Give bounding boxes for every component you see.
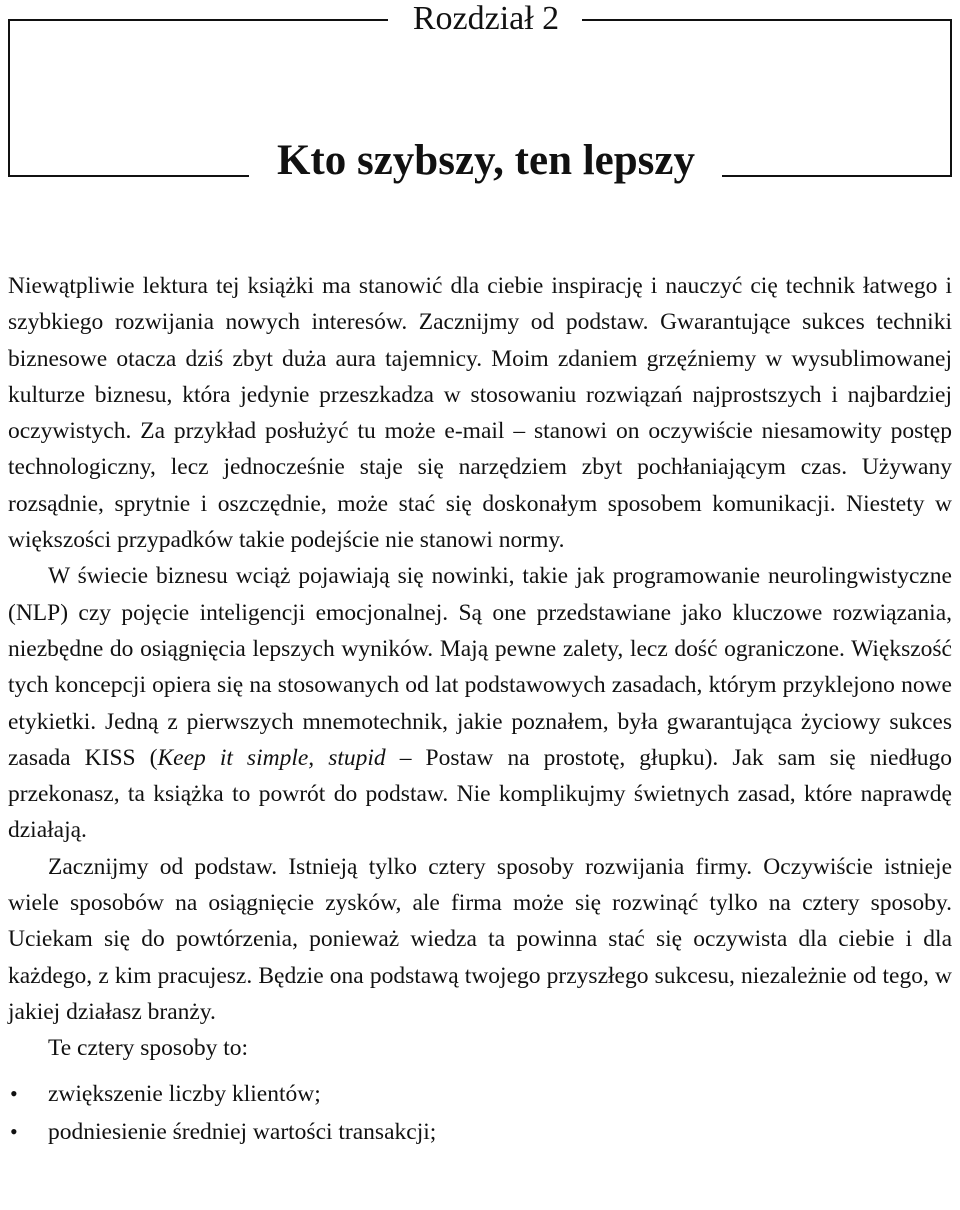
paragraph-2-text-after: – Postaw na prostotę, głupku). Jak sam się niedługo przekonasz, ta książka to powrót do podstaw. Nie komplikujmy świetnych zasad, które naprawdę działają. bbox=[8, 744, 952, 844]
frame-left-rule bbox=[8, 19, 10, 177]
chapter-header bbox=[0, 0, 960, 190]
list-item bbox=[8, 1075, 952, 1113]
chapter-label: Rozdział 2 bbox=[412, 0, 560, 37]
bullet-list bbox=[8, 1075, 952, 1151]
frame-top-right-rule bbox=[582, 19, 952, 21]
list-item bbox=[8, 1113, 952, 1151]
frame-top-left-rule bbox=[8, 19, 388, 21]
paragraph-1: Niewątpliwie lektura tej książki ma stanowić dla ciebie inspirację i nauczyć cię technik łatwego i szybkiego rozwijania nowych interesów. Zacznijmy od podstaw. Gwarantujące sukces techniki biznesowe otacza dziś zbyt duża aura tajemnicy. Moim zdaniem grzęźniemy w wysublimowanej kulturze biznesu, która jedynie przeszkadza w stosowaniu rozwiązań najprostszych i najbardziej oczywistych. Za przykład posłużyć tu może e-mail – stanowi on oczywiście niesamowity postęp technologiczny, lecz jednocześnie staje się narzędziem zbyt pochłaniającym czas. Używany rozsądnie, sprytnie i oszczędnie, może stać się doskonałym sposobem komunikacji. Niestety w większości przypadków takie podejście nie stanowi normy. bbox=[8, 273, 952, 554]
frame-bottom-left-rule bbox=[8, 175, 249, 177]
list-item-text: zwiększenie liczby klientów; bbox=[48, 1080, 321, 1107]
bullet-icon: • bbox=[10, 1080, 18, 1106]
paragraph-4: Te cztery sposoby to: bbox=[48, 1035, 249, 1062]
frame-bottom-right-rule bbox=[722, 175, 952, 177]
paragraph-3: Zacznijmy od podstaw. Istnieją tylko cztery sposoby rozwijania firmy. Oczywiście istnieje wiele sposobów na osiągnięcie zysków, ale firma może się rozwinąć tylko na cztery sposoby. Uciekam się do powtórzenia, ponieważ wiedza ta powinna stać się oczywista dla ciebie i dla każdego, z kim pracujesz. Będzie ona podstawą twojego przyszłego sukcesu, niezależnie od tego, w jakiej działasz branży. bbox=[8, 853, 952, 1025]
body-text bbox=[8, 268, 952, 1151]
paragraph-2 bbox=[8, 558, 952, 848]
paragraph-2-text: W świecie biznesu wciąż pojawiają się nowinki, takie jak programowanie neurolingwistyczne (NLP) czy pojęcie inteligencji emocjonalnej. Są one przedstawiane jako kluczowe rozwiązania, niezbędne do osiągnięcia lepszych wyników. Mają pewne zalety, lecz dość ograniczone. Większość tych koncepcji opiera się na stosowanych od lat podstawowych zasadach, którym przyklejono nowe etykietki. Jedną z pierwszych mnemotechnik, jakie poznałem, była gwarantująca życiowy sukces zasada KISS ( bbox=[8, 563, 952, 771]
bullet-icon: • bbox=[10, 1118, 18, 1144]
paragraph-2-italic: Keep it simple, stupid bbox=[157, 744, 386, 771]
list-item-text: podniesienie średniej wartości transakcji; bbox=[48, 1118, 437, 1145]
chapter-title: Kto szybszy, ten lepszy bbox=[276, 137, 696, 184]
frame-right-rule bbox=[950, 19, 952, 177]
